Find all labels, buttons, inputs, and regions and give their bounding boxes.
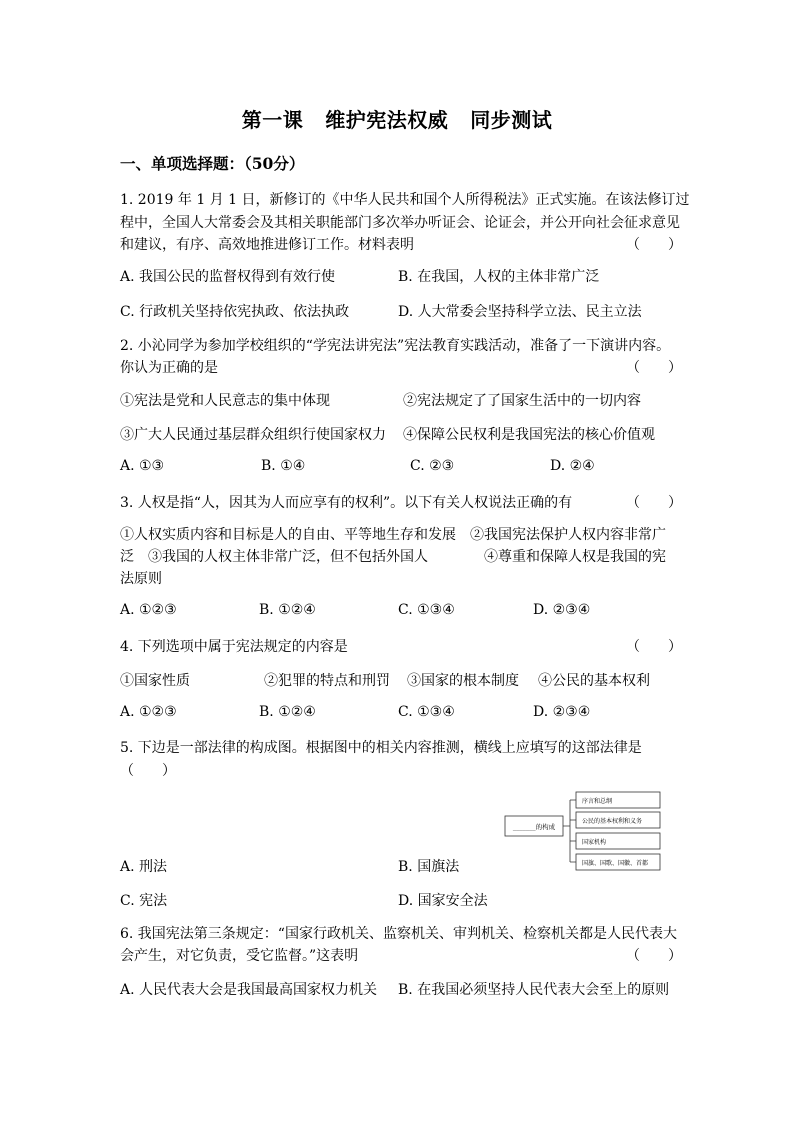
q4-statement-4: ④公民的基本权利 [538, 673, 650, 689]
q2-option-d[interactable]: D. ②④ [550, 458, 595, 474]
q5-stem: 5. 下边是一部法律的构成图。根据图中的相关内容推测，横线上应填写的这部法律是 [120, 740, 642, 756]
q6-stem-line2: 会产生，对它负责，受它监督。”这表明 [120, 948, 359, 964]
q1-option-c[interactable]: C. 行政机关坚持依宪执政、依法执政 [120, 304, 350, 320]
q4-statement-1: ①国家性质 [120, 673, 190, 689]
q3-option-d[interactable]: D. ②③④ [533, 602, 591, 618]
q2-statement-1: ①宪法是党和人民意志的集中体现 [120, 393, 330, 409]
q1-stem-line3: 和建议，有序、高效地推进修订工作。材料表明 [120, 237, 414, 253]
q2-statement-4: ④保障公民权利是我国宪法的核心价值观 [403, 427, 655, 443]
diagram-root-label: _______的构成 [512, 823, 556, 831]
section-heading: 一、单项选择题：（50分） [120, 154, 305, 173]
q5-option-d[interactable]: D. 国家安全法 [398, 893, 488, 909]
q4-stem: 4. 下列选项中属于宪法规定的内容是 [120, 639, 348, 655]
q2-stem-line2: 你认为正确的是 [120, 360, 218, 376]
diagram-item-2: 公民的基本权利和义务 [582, 818, 643, 825]
q5-option-c[interactable]: C. 宪法 [120, 893, 168, 909]
q3-statements-line2: 泛 ③我国的人权主体非常广泛，但不包括外国人 ④尊重和保障人权是我国的宪 [120, 549, 666, 565]
q6-stem-line1: 6. 我国宪法第三条规定：“国家行政机关、监察机关、审判机关、检察机关都是人民代表大 [120, 926, 677, 942]
q4-statement-3: ③国家的根本制度 [407, 673, 519, 689]
q2-answer-blank: （ ） [626, 360, 682, 376]
title-kind: 同步测试 [470, 108, 553, 132]
q2-option-b[interactable]: B. ①④ [261, 458, 306, 474]
q3-option-b[interactable]: B. ①②④ [259, 602, 316, 618]
title-topic: 维护宪法权威 [325, 108, 449, 132]
q4-answer-blank: （ ） [626, 639, 682, 655]
q6-option-a[interactable]: A. 人民代表大会是我国最高国家权力机关 [120, 982, 378, 998]
q4-statement-2: ②犯罪的特点和刑罚 [264, 673, 390, 689]
page-title [0, 104, 794, 133]
diagram-item-1: 序言和总纲 [582, 798, 613, 805]
q3-option-a[interactable]: A. ①②③ [120, 602, 177, 618]
q1-stem-line2: 程中，全国人大常委会及其相关职能部门多次举办听证会、论证会，并公开向社会征求意见 [120, 215, 680, 231]
q2-option-c[interactable]: C. ②③ [410, 458, 455, 474]
q6-answer-blank: （ ） [626, 948, 682, 964]
q5-option-a[interactable]: A. 刑法 [120, 859, 168, 875]
q2-statement-3: ③广大人民通过基层群众组织行使国家权力 [120, 427, 386, 443]
q4-option-a[interactable]: A. ①②③ [120, 704, 177, 720]
q5-answer-blank: （ ） [120, 763, 176, 779]
q1-option-a[interactable]: A. 我国公民的监督权得到有效行使 [120, 269, 336, 285]
q4-option-b[interactable]: B. ①②④ [259, 704, 316, 720]
q3-option-c[interactable]: C. ①③④ [398, 602, 455, 618]
diagram-item-4: 国旗、国歌、国徽、首都 [582, 860, 649, 867]
q3-answer-blank: （ ） [626, 495, 682, 511]
q3-statements-line3: 法原则 [120, 571, 162, 587]
q1-option-d[interactable]: D. 人大常委会坚持科学立法、民主立法 [398, 304, 642, 320]
q4-option-d[interactable]: D. ②③④ [533, 704, 591, 720]
q3-statements-line1: ①人权实质内容和目标是人的自由、平等地生存和发展 ②我国宪法保护人权内容非常广 [120, 527, 666, 543]
title-lesson: 第一课 [241, 108, 304, 132]
q1-answer-blank: （ ） [626, 237, 682, 253]
diagram-connector [563, 800, 576, 862]
q1-option-b[interactable]: B. 在我国，人权的主体非常广泛 [398, 269, 600, 285]
diagram-item-3: 国家机构 [582, 839, 607, 846]
q2-option-a[interactable]: A. ①③ [120, 458, 165, 474]
q3-stem: 3. 人权是指“人，因其为人而应享有的权利”。以下有关人权说法正确的有 [120, 495, 573, 511]
law-structure-diagram [500, 788, 666, 872]
q2-statement-2: ②宪法规定了了国家生活中的一切内容 [403, 393, 641, 409]
q6-option-b[interactable]: B. 在我国必须坚持人民代表大会至上的原则 [398, 982, 670, 998]
q1-stem-line1: 1. 2019 年 1 月 1 日，新修订的《中华人民共和国个人所得税法》正式实施。在该法修订过 [120, 192, 690, 208]
q2-stem-line1: 2. 小沁同学为参加学校组织的“学宪法讲宪法”宪法教育实践活动，准备了一下演讲内容。 [120, 338, 671, 354]
q5-option-b[interactable]: B. 国旗法 [398, 859, 460, 875]
q4-option-c[interactable]: C. ①③④ [398, 704, 455, 720]
